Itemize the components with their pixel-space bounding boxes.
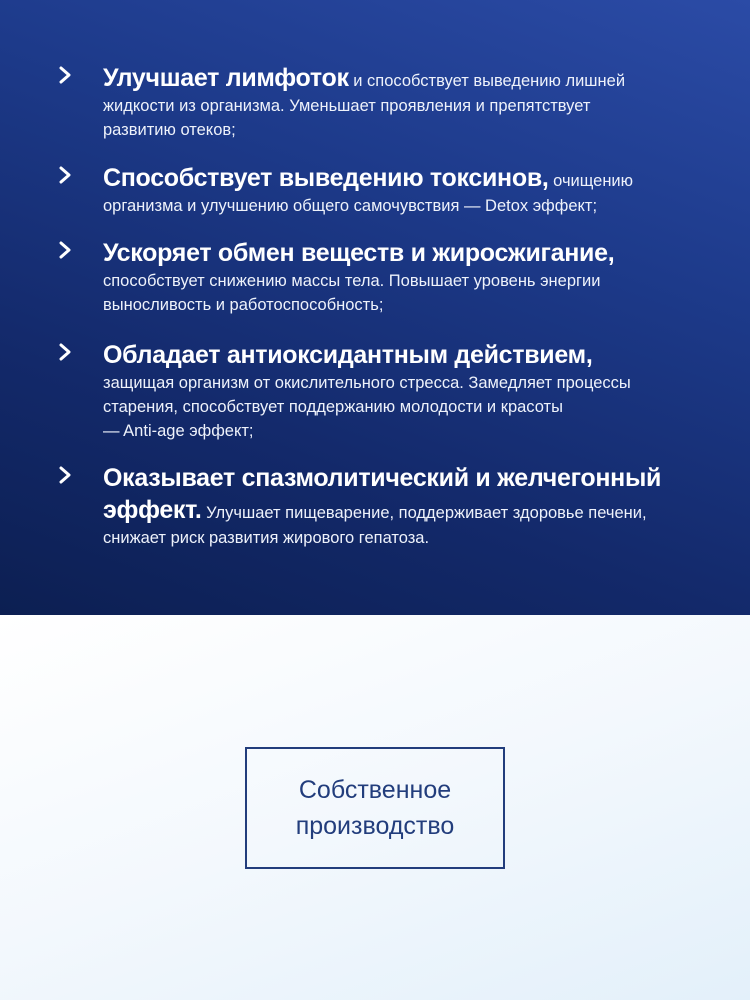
own-production-badge xyxy=(245,747,505,869)
benefit-text: Улучшает пищеварение, поддерживает здоровье печени, xyxy=(201,504,647,522)
benefit-title: Способствует выведению токсинов, xyxy=(103,164,549,192)
chevron-right-icon xyxy=(54,341,76,363)
chevron-right-icon xyxy=(54,239,76,261)
benefit-line xyxy=(103,462,661,494)
benefit-text: организма и улучшению общего самочувствия — Detox эффект; xyxy=(103,197,598,215)
benefit-title: Оказывает спазмолитический и желчегонный xyxy=(103,464,662,492)
benefit-line xyxy=(103,194,633,218)
benefit-text: снижает риск развития жирового гепатоза. xyxy=(103,529,430,547)
benefit-line xyxy=(103,371,631,395)
benefit-title: Обладает антиоксидантным действием, xyxy=(103,341,593,369)
benefit-text: развитию отеков; xyxy=(103,121,236,139)
badge-line-2: производство xyxy=(295,812,455,840)
benefit-line xyxy=(103,339,631,371)
benefit-line xyxy=(103,162,633,194)
benefit-line xyxy=(103,419,631,443)
benefit-line xyxy=(103,526,661,550)
chevron-right-icon xyxy=(54,164,76,186)
benefit-text: способствует снижению массы тела. Повышает уровень энергии xyxy=(103,272,601,290)
benefit-line xyxy=(103,293,614,317)
benefit-line xyxy=(103,118,625,142)
benefit-text: очищению xyxy=(548,172,634,190)
benefit-line xyxy=(103,395,631,419)
benefit-text: выносливость и работоспособность; xyxy=(103,296,384,314)
benefit-line xyxy=(103,94,625,118)
benefit-text: — Anti-age эффект; xyxy=(103,422,254,440)
benefit-text: старения, способствует поддержанию молодости и красоты xyxy=(103,398,563,416)
benefit-title: эффект. xyxy=(103,496,202,524)
benefit-text: защищая организм от окислительного стресса. Замедляет процессы xyxy=(103,374,631,392)
benefit-line xyxy=(103,62,625,94)
benefit-line xyxy=(103,494,661,526)
benefit-text: и способствует выведению лишней xyxy=(348,72,626,90)
chevron-right-icon xyxy=(54,64,76,86)
benefit-title: Улучшает лимфоток xyxy=(103,64,349,92)
badge-line-1: Собственное xyxy=(298,776,452,804)
benefit-text: жидкости из организма. Уменьшает проявления и препятствует xyxy=(103,97,591,115)
benefit-title: Ускоряет обмен веществ и жиросжигание, xyxy=(103,239,615,267)
benefit-line xyxy=(103,237,614,269)
chevron-right-icon xyxy=(54,464,76,486)
benefit-line xyxy=(103,269,614,293)
